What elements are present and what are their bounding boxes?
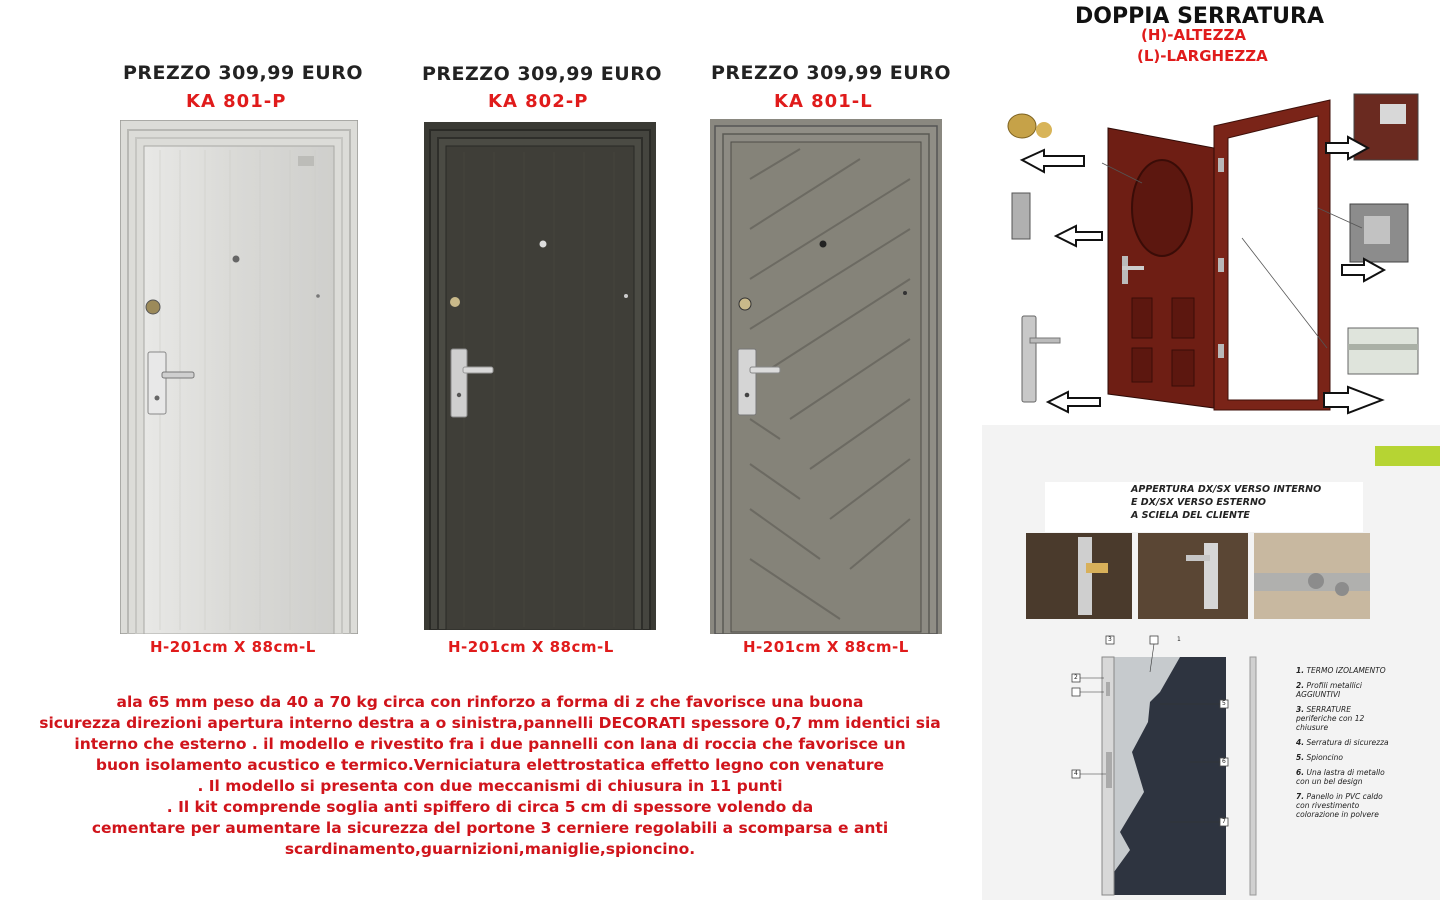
description-line: cementare per aumentare la sicurezza del portone 3 cerniere regolabili a scomparsa e anti xyxy=(91,819,889,837)
product-2-dimensions: H-201cm X 88cm-L xyxy=(448,638,614,656)
legend-item: 2. Profili metallici AGGIUNTIVI xyxy=(1296,681,1362,699)
opening-line: APPERTURA DX/SX VERSO INTERNO xyxy=(1131,484,1322,495)
product-description xyxy=(20,692,960,860)
callout-5: 5 xyxy=(1222,700,1226,707)
legend-item: 5. Spioncino xyxy=(1296,753,1343,762)
double-lock-title: DOPPIA SERRATURA xyxy=(1075,4,1324,29)
opening-photos xyxy=(1026,533,1370,619)
callout-2: 2 xyxy=(1074,674,1078,681)
product-3-dimensions: H-201cm X 88cm-L xyxy=(743,638,909,656)
legend-item: 1. TERMO IZOLAMENTO xyxy=(1296,666,1386,675)
opening-line: A SCIELA DEL CLIENTE xyxy=(1131,510,1250,521)
opening-line: E DX/SX VERSO ESTERNO xyxy=(1131,497,1266,508)
description-line: sicurezza direzioni apertura interno destra a o sinistra,pannelli DECORATI spessore 0,7 mm identici sia xyxy=(39,714,941,732)
product-3-price: PREZZO 309,99 EURO xyxy=(711,62,951,84)
description-line: buon isolamento acustico e termico.Verniciatura elettrostatica effetto legno con venature xyxy=(95,756,885,774)
callout-1: 1 xyxy=(1177,636,1181,643)
product-3-code: KA 801-L xyxy=(774,91,873,112)
legend-item: 6. Una lastra di metallo con un bel design xyxy=(1296,768,1385,786)
product-2-price: PREZZO 309,99 EURO xyxy=(422,63,662,85)
description-line: . Il kit comprende soglia anti spiffero di circa 5 cm di spessore volendo da xyxy=(166,798,814,816)
door-image-ka802p xyxy=(424,122,656,630)
width-label: (L)-LARGHEZZA xyxy=(1137,47,1268,65)
door-image-ka801l xyxy=(710,119,942,634)
peephole-thumb xyxy=(1008,114,1052,138)
product-2-code: KA 802-P xyxy=(488,91,589,112)
green-accent-bar xyxy=(1375,446,1440,466)
legend-item: 4. Serratura di sicurezza xyxy=(1296,738,1389,747)
description-line: . Il modello si presenta con due meccanismi di chiusura in 11 punti xyxy=(197,777,783,795)
callout-3a: 3 xyxy=(1108,636,1112,643)
callout-4: 4 xyxy=(1074,770,1078,777)
callout-6: 6 xyxy=(1222,758,1226,765)
product-1-dimensions: H-201cm X 88cm-L xyxy=(150,638,316,656)
description-line: interno che esterno . il modello e rivestito fra i due pannelli con lana di roccia che favorisce un xyxy=(74,735,906,753)
legend-item: 7. Panello in PVC caldo con rivestimento colorazione in polvere xyxy=(1296,792,1383,819)
product-1-price: PREZZO 309,99 EURO xyxy=(123,62,363,84)
product-1-code: KA 801-P xyxy=(186,91,287,112)
opening-caption xyxy=(1131,483,1321,522)
door-image-ka801p xyxy=(120,120,358,634)
height-label: (H)-ALTEZZA xyxy=(1141,26,1247,44)
cross-section-diagram xyxy=(1070,632,1270,900)
callout-7: 7 xyxy=(1222,818,1226,825)
description-line: scardinamento,guarnizioni,maniglie,spioncino. xyxy=(284,840,696,858)
description-line: ala 65 mm peso da 40 a 70 kg circa con rinforzo a forma di z che favorisce una buona xyxy=(116,693,864,711)
legend-item: 3. SERRATURE periferiche con 12 chiusure xyxy=(1296,705,1365,732)
feature-legend xyxy=(1296,666,1392,819)
open-door-diagram xyxy=(982,88,1440,422)
